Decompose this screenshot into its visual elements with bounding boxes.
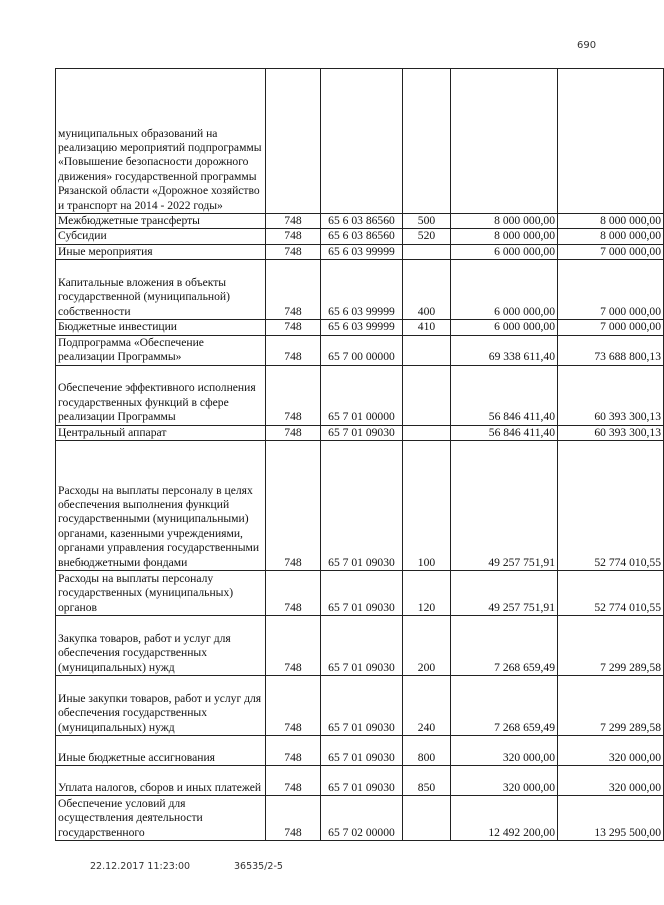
row-ministry-code: 748 xyxy=(266,214,321,229)
row-ministry-code: 748 xyxy=(266,260,321,320)
row-name: Обеспечение эффективного исполнения государственных функций в сфере реализации Программы xyxy=(56,365,266,425)
row-expense-type xyxy=(403,335,451,365)
row-expense-type: 400 xyxy=(403,260,451,320)
table-row xyxy=(56,425,664,440)
table-row xyxy=(56,244,664,259)
row-name: Уплата налогов, сборов и иных платежей xyxy=(56,766,266,796)
row-target-article: 65 6 03 86560 xyxy=(321,229,403,244)
row-target-article: 65 7 01 09030 xyxy=(321,441,403,571)
row-ministry-code: 748 xyxy=(266,571,321,616)
row-ministry-code: 748 xyxy=(266,335,321,365)
row-target-article: 65 6 03 86560 xyxy=(321,214,403,229)
table-row xyxy=(56,260,664,320)
row-name: Субсидии xyxy=(56,229,266,244)
row-expense-type: 500 xyxy=(403,214,451,229)
row-sum-year2: 13 295 500,00 xyxy=(558,796,664,841)
row-ministry-code: 748 xyxy=(266,365,321,425)
row-ministry-code: 748 xyxy=(266,441,321,571)
row-target-article: 65 7 01 09030 xyxy=(321,616,403,676)
row-sum-year1 xyxy=(451,69,558,214)
row-ministry-code: 748 xyxy=(266,796,321,841)
row-sum-year1: 320 000,00 xyxy=(451,736,558,766)
row-ministry-code: 748 xyxy=(266,320,321,335)
row-sum-year2: 52 774 010,55 xyxy=(558,441,664,571)
row-name: муниципальных образований на реализацию мероприятий подпрограммы «Повышение безопасности дорожного движения» государственной программы Рязанской области «Дорожное хозяйство и транспорт на 2014 - 2022 годы» xyxy=(56,69,266,214)
row-ministry-code xyxy=(266,69,321,214)
row-ministry-code: 748 xyxy=(266,425,321,440)
table-row xyxy=(56,365,664,425)
row-sum-year1: 56 846 411,40 xyxy=(451,425,558,440)
row-sum-year1: 6 000 000,00 xyxy=(451,260,558,320)
row-target-article: 65 7 01 09030 xyxy=(321,676,403,736)
row-target-article xyxy=(321,69,403,214)
row-ministry-code: 748 xyxy=(266,616,321,676)
row-target-article: 65 6 03 99999 xyxy=(321,244,403,259)
row-sum-year2: 7 299 289,58 xyxy=(558,676,664,736)
row-sum-year1: 7 268 659,49 xyxy=(451,616,558,676)
row-expense-type: 240 xyxy=(403,676,451,736)
row-ministry-code: 748 xyxy=(266,244,321,259)
table-row xyxy=(56,441,664,571)
row-sum-year2: 60 393 300,13 xyxy=(558,365,664,425)
table-row xyxy=(56,214,664,229)
page-number: 690 xyxy=(577,40,597,51)
budget-table-body xyxy=(56,69,664,841)
row-sum-year1: 8 000 000,00 xyxy=(451,229,558,244)
row-name: Межбюджетные трансферты xyxy=(56,214,266,229)
row-sum-year2: 7 000 000,00 xyxy=(558,320,664,335)
row-sum-year1: 12 492 200,00 xyxy=(451,796,558,841)
row-target-article: 65 6 03 99999 xyxy=(321,320,403,335)
row-sum-year2: 7 000 000,00 xyxy=(558,244,664,259)
row-sum-year2: 320 000,00 xyxy=(558,766,664,796)
row-expense-type xyxy=(403,69,451,214)
row-name: Бюджетные инвестиции xyxy=(56,320,266,335)
table-row xyxy=(56,616,664,676)
row-target-article: 65 7 00 00000 xyxy=(321,335,403,365)
row-target-article: 65 6 03 99999 xyxy=(321,260,403,320)
row-name: Иные закупки товаров, работ и услуг для обеспечения государственных (муниципальных) нужд xyxy=(56,676,266,736)
row-sum-year2: 7 000 000,00 xyxy=(558,260,664,320)
row-sum-year2: 8 000 000,00 xyxy=(558,214,664,229)
row-name: Подпрограмма «Обеспечение реализации Программы» xyxy=(56,335,266,365)
table-row xyxy=(56,676,664,736)
row-target-article: 65 7 01 09030 xyxy=(321,736,403,766)
table-row xyxy=(56,571,664,616)
row-expense-type: 800 xyxy=(403,736,451,766)
row-expense-type: 200 xyxy=(403,616,451,676)
budget-table xyxy=(55,68,664,841)
footer-timestamp: 22.12.2017 11:23:00 xyxy=(90,861,191,872)
row-target-article: 65 7 01 09030 xyxy=(321,571,403,616)
row-name: Центральный аппарат xyxy=(56,425,266,440)
table-row xyxy=(56,766,664,796)
row-name: Иные мероприятия xyxy=(56,244,266,259)
row-sum-year2: 320 000,00 xyxy=(558,736,664,766)
row-expense-type: 120 xyxy=(403,571,451,616)
row-sum-year1: 6 000 000,00 xyxy=(451,244,558,259)
row-expense-type xyxy=(403,365,451,425)
row-sum-year1: 56 846 411,40 xyxy=(451,365,558,425)
row-sum-year2 xyxy=(558,69,664,214)
row-target-article: 65 7 01 00000 xyxy=(321,365,403,425)
table-row xyxy=(56,320,664,335)
row-sum-year2: 7 299 289,58 xyxy=(558,616,664,676)
row-sum-year1: 49 257 751,91 xyxy=(451,441,558,571)
row-name: Обеспечение условий для осуществления деятельности государственного xyxy=(56,796,266,841)
row-sum-year1: 320 000,00 xyxy=(451,766,558,796)
row-sum-year1: 69 338 611,40 xyxy=(451,335,558,365)
row-name: Расходы на выплаты персоналу государственных (муниципальных) органов xyxy=(56,571,266,616)
row-ministry-code: 748 xyxy=(266,676,321,736)
table-row xyxy=(56,229,664,244)
row-sum-year2: 52 774 010,55 xyxy=(558,571,664,616)
row-ministry-code: 748 xyxy=(266,229,321,244)
row-sum-year1: 6 000 000,00 xyxy=(451,320,558,335)
row-name: Расходы на выплаты персоналу в целях обеспечения выполнения функций государственными (муниципальными) органами, казенными учреждениями, органами управления государственными внебюджетными фондами xyxy=(56,441,266,571)
row-ministry-code: 748 xyxy=(266,736,321,766)
row-sum-year1: 8 000 000,00 xyxy=(451,214,558,229)
row-expense-type xyxy=(403,244,451,259)
row-sum-year1: 49 257 751,91 xyxy=(451,571,558,616)
row-sum-year2: 73 688 800,13 xyxy=(558,335,664,365)
row-ministry-code: 748 xyxy=(266,766,321,796)
row-target-article: 65 7 02 00000 xyxy=(321,796,403,841)
row-sum-year2: 8 000 000,00 xyxy=(558,229,664,244)
row-expense-type: 410 xyxy=(403,320,451,335)
table-row xyxy=(56,335,664,365)
row-name: Капитальные вложения в объекты государственной (муниципальной) собственности xyxy=(56,260,266,320)
row-name: Закупка товаров, работ и услуг для обеспечения государственных (муниципальных) нужд xyxy=(56,616,266,676)
table-row xyxy=(56,796,664,841)
table-row xyxy=(56,736,664,766)
row-expense-type: 520 xyxy=(403,229,451,244)
footer-doc-id: 36535/2-5 xyxy=(234,861,283,872)
table-row xyxy=(56,69,664,214)
row-name: Иные бюджетные ассигнования xyxy=(56,736,266,766)
row-expense-type: 100 xyxy=(403,441,451,571)
row-target-article: 65 7 01 09030 xyxy=(321,425,403,440)
row-target-article: 65 7 01 09030 xyxy=(321,766,403,796)
row-expense-type: 850 xyxy=(403,766,451,796)
row-sum-year1: 7 268 659,49 xyxy=(451,676,558,736)
row-expense-type xyxy=(403,425,451,440)
row-sum-year2: 60 393 300,13 xyxy=(558,425,664,440)
row-expense-type xyxy=(403,796,451,841)
